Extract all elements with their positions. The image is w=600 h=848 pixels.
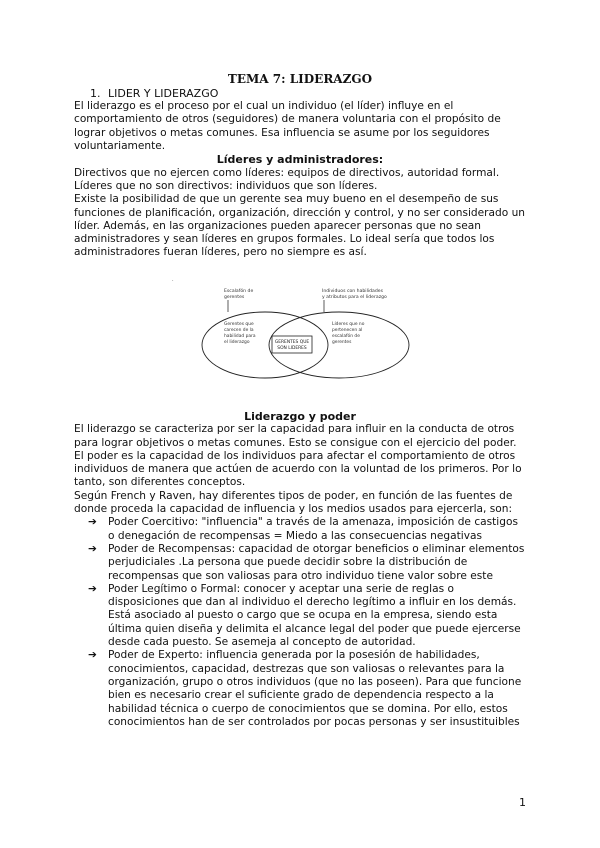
venn-diagram (74, 260, 526, 410)
section-label: LIDER Y LIDERAZGO (108, 87, 219, 100)
arrow-right-icon: ➔ (88, 649, 97, 662)
lideres-heading: Líderes y administradores: (216, 153, 384, 167)
diagram-dot: . (172, 276, 174, 283)
list-item (74, 516, 526, 543)
arrow-right-icon: ➔ (88, 582, 97, 595)
arrow-right-icon: ➔ (88, 516, 97, 529)
page-number: 1 (519, 796, 526, 809)
center-text-line1: GERENTES QUE (274, 339, 310, 345)
list-item (74, 583, 526, 649)
list-item-text: Poder Legítimo o Formal: conocer y aceptar una serie de reglas o disposiciones que dan al individuo el derecho legítimo a influir en los demás. Está asociado al puesto o cargo que se ocupa en la empresa, siendo esta última quien diseña y delimita el alcance legal del poder que puede ejercerse desde cada puesto. Se asemeja al concepto de autoridad. (108, 582, 521, 649)
left-text-line4: el liderazgo (224, 339, 250, 345)
label-right-top-line2: y atributos para el liderazgo (322, 294, 387, 300)
intro-paragraph: El liderazgo es el proceso por el cual un individuo (el líder) influye en el comportamiento de otros (seguidores) de manera voluntaria con el propósito de lograr objetivos o metas comunes. Esa influencia se asume por los seguidores voluntariamente. (74, 100, 501, 152)
label-left-top-line2: gerentes (224, 294, 245, 300)
left-text-line3: habilidad para (224, 333, 256, 339)
list-item-text: Poder de Experto: influencia generada por la posesión de habilidades, conocimientos, capacidad, destrezas que son valiosas o relevantes para la organización, grupo o otros individuos (que no las poseen). Para que funcione bien es necesario crear el suficiente grado de dependencia respecto a la habilidad técnica o cuerpo de conocimientos que se domina. Por ello, estos conocimientos han de ser controlados por pocas personas y ser insustituibles (108, 649, 522, 728)
list-item-text: Poder de Recompensas: capacidad de otorgar beneficios o eliminar elementos perjudiciales .La persona que puede decidir sobre la distribución de recompensas que son valiosas para otro individuo tiene valor sobre este (108, 542, 525, 582)
right-text-line4: gerentes (332, 339, 352, 345)
right-text-line1: Líderes que no (332, 321, 365, 327)
ellipse-gerentes (202, 312, 328, 378)
arrow-right-icon: ➔ (88, 542, 97, 555)
label-left-top-line1: Escalafón de (224, 288, 254, 294)
lideres-line-2: Líderes que no son directivos: individuos que son líderes. (74, 179, 378, 192)
poder-paragraph-2: El poder es la capacidad de los individuos para afectar el comportamiento de otros individuos de manera que actúen de acuerdo con la voluntad de los primeros. Por lo tanto, son diferentes conceptos. (74, 449, 522, 489)
right-text-line2: pertenecen al (332, 327, 363, 333)
venn-diagram-svg (74, 260, 526, 410)
page-content (74, 72, 526, 729)
poder-paragraph-1: El liderazgo se caracteriza por ser la capacidad para influir en la conducta de otros para lograr objetivos o metas comunes. Esto se consigue con el ejercicio del poder. (74, 423, 517, 449)
list-item (74, 543, 526, 583)
center-text-line2: SON LIDERES (277, 345, 307, 351)
section-number: 1. (90, 87, 101, 100)
poder-heading: Liderazgo y poder (244, 409, 356, 423)
lideres-line-3: Existe la posibilidad de que un gerente sea muy bueno en el desempeño de sus funciones de planificación, organización, dirección y control, y no ser considerado un líder. Además, en las organizaciones pueden aparecer personas que no sean administradores y sean líderes en grupos formales. Lo ideal sería que todos los administradores fueran líderes, pero no siempre es así. (74, 193, 526, 259)
left-text-line2: carecen de la (224, 327, 254, 333)
section-heading (74, 87, 526, 100)
right-text-line3: escalafón de (332, 333, 360, 339)
poder-paragraph-3: Según French y Raven, hay diferentes tipos de poder, en función de las fuentes de donde proceda la capacidad de influencia y los medios usados para ejercerla, son: (74, 489, 513, 516)
page-title: TEMA 7: LIDERAZGO (227, 72, 373, 86)
left-text-line1: Gerentes que (224, 321, 254, 327)
label-right-top-line1: Individuos con habilidades (322, 288, 383, 294)
list-item (74, 649, 526, 729)
lideres-line-1: Directivos que no ejercen como líderes: equipos de directivos, autoridad formal. (74, 166, 500, 179)
power-types-list (74, 516, 526, 729)
list-item-text: Poder Coercitivo: "influencia" a través de la amenaza, imposición de castigos o denegación de recompensas = Miedo a las consecuencias negativas (108, 516, 518, 542)
